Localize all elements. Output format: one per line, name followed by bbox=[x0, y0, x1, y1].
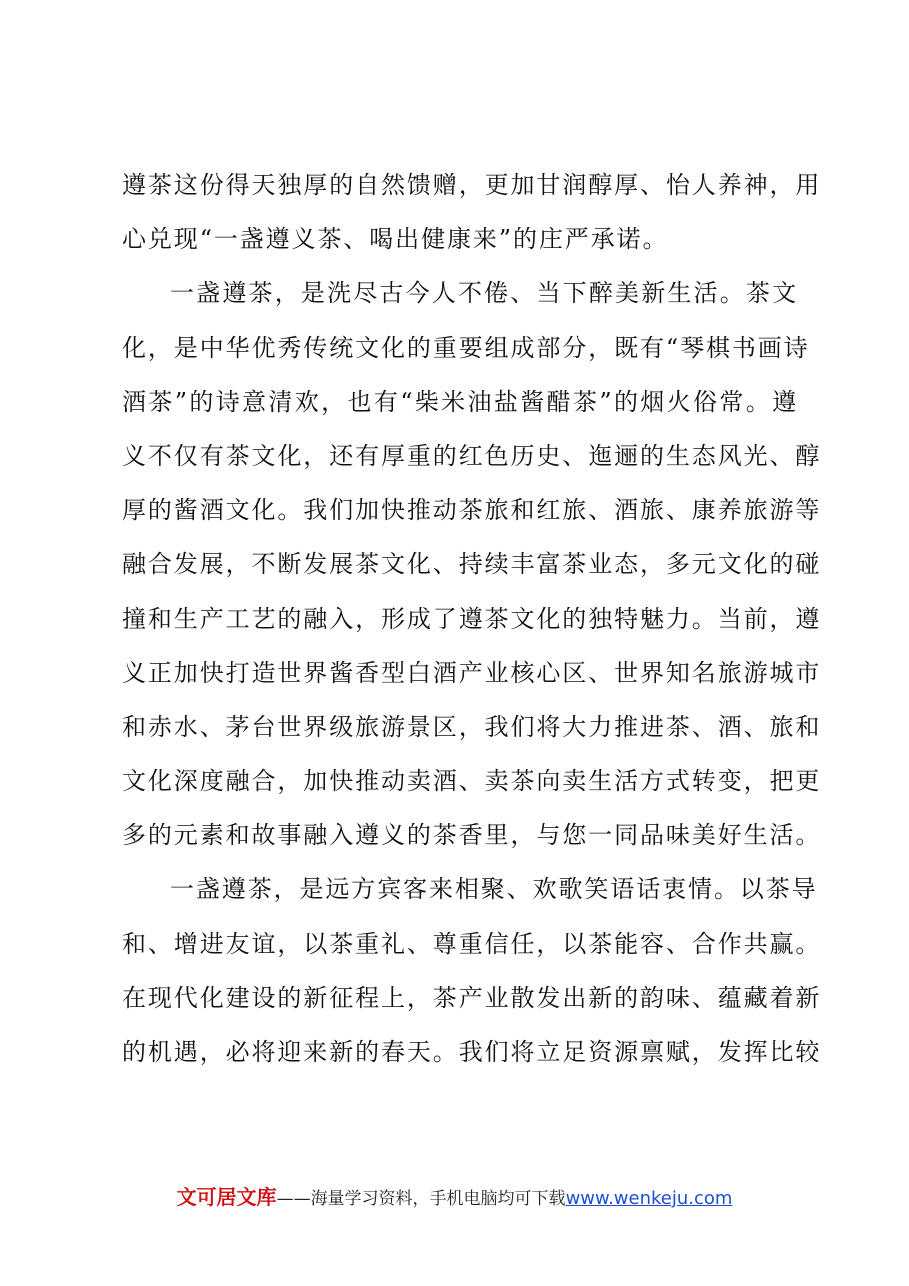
text-line: 撞和生产工艺的融入，形成了遵茶文化的独特魅力。当前，遵 bbox=[122, 604, 822, 633]
text-line: 和赤水、茅台世界级旅游景区，我们将大力推进茶、酒、旅和 bbox=[122, 712, 822, 741]
text-line: 多的元素和故事融入遵义的茶香里，与您一同品味美好生活。 bbox=[122, 821, 822, 850]
text-line: 文化深度融合，加快推动卖酒、卖茶向卖生活方式转变，把更 bbox=[122, 767, 822, 796]
text-line: 和、增进友谊，以茶重礼、尊重信任，以茶能容、合作共赢。 bbox=[122, 929, 822, 958]
text-line: 义不仅有茶文化，还有厚重的红色历史、迤逦的生态风光、醇 bbox=[122, 441, 822, 470]
footer-brand: 文可居文库 bbox=[176, 1185, 277, 1209]
text-line: 一盏遵茶，是远方宾客来相聚、欢歌笑语话衷情。以茶导 bbox=[170, 875, 818, 904]
footer-banner bbox=[0, 1181, 909, 1210]
footer-tagline: ——海量学习资料，手机电脑均可下载 bbox=[276, 1189, 566, 1209]
text-line: 厚的酱酒文化。我们加快推动茶旅和红旅、酒旅、康养旅游等 bbox=[122, 496, 822, 525]
text-line: 的机遇，必将迎来新的春天。我们将立足资源禀赋，发挥比较 bbox=[122, 1038, 822, 1066]
text-line: 酒茶”的诗意清欢，也有“柴米油盐酱醋茶”的烟火俗常。遵 bbox=[122, 387, 798, 416]
text-line: 一盏遵茶，是洗尽古今人不倦、当下醉美新生活。茶文 bbox=[170, 279, 798, 308]
text-line: 遵茶这份得天独厚的自然馈赠，更加甘润醇厚、怡人养神，用 bbox=[122, 171, 822, 199]
text-line: 心兑现“一盏遵义茶、喝出健康来”的庄严承诺。 bbox=[122, 225, 669, 254]
document-body bbox=[122, 163, 822, 1084]
text-line: 化，是中华优秀传统文化的重要组成部分，既有“琴棋书画诗 bbox=[122, 333, 810, 362]
footer-link[interactable]: www.wenkeju.com bbox=[565, 1188, 733, 1209]
text-line: 义正加快打造世界酱香型白酒产业核心区、世界知名旅游城市 bbox=[122, 658, 822, 687]
text-line: 在现代化建设的新征程上，茶产业散发出新的韵味、蕴藏着新 bbox=[122, 983, 822, 1012]
text-line: 融合发展，不断发展茶文化、持续丰富茶业态，多元文化的碰 bbox=[122, 550, 822, 579]
